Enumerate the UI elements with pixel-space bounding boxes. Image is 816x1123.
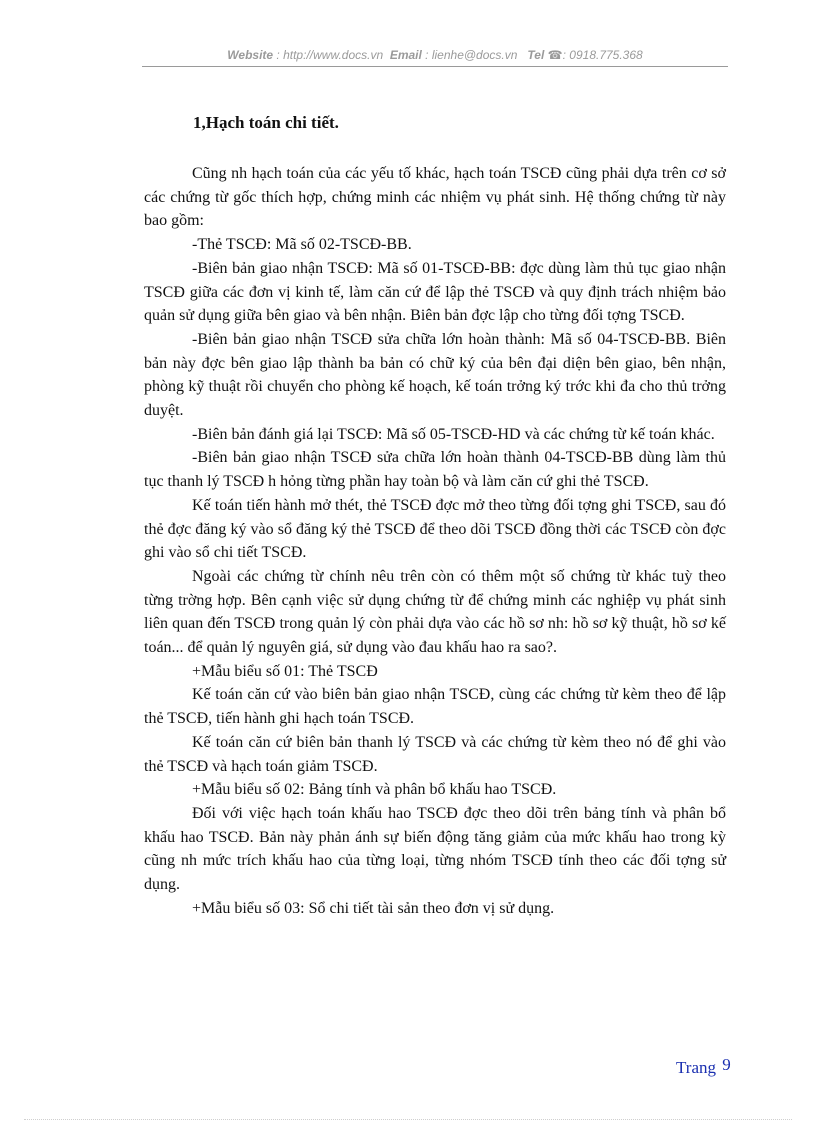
paragraph: -Biên bản đánh giá lại TSCĐ: Mã số 05-TSCĐ-HD và các chứng từ kế toán khác. bbox=[192, 425, 715, 443]
body-text bbox=[144, 162, 726, 921]
email-label: Email bbox=[389, 48, 422, 62]
phone-icon: ☎ bbox=[547, 48, 563, 62]
page-label: Trang bbox=[676, 1058, 716, 1077]
tel-label: Tel bbox=[527, 48, 545, 62]
paragraph: +Mẫu biểu số 02: Bảng tính và phân bổ khấu hao TSCĐ. bbox=[192, 781, 557, 799]
page-footer bbox=[676, 1055, 731, 1078]
paragraph: Kế toán căn cứ biên bản thanh lý TSCĐ và các chứng từ kèm theo nó để ghi vào thẻ TSCĐ và hạch toán giảm TSCĐ. bbox=[144, 733, 726, 775]
website-value: : http://www.docs.vn bbox=[276, 48, 384, 62]
header-rule bbox=[142, 66, 728, 67]
paragraph: +Mẫu biểu số 03: Sổ chi tiết tài sản theo đơn vị sử dụng. bbox=[192, 899, 555, 917]
page-header bbox=[142, 48, 728, 62]
website-label: Website bbox=[227, 48, 274, 62]
paragraph: -Biên bản giao nhận TSCĐ sửa chữa lớn hoàn thành: Mã số 04-TSCĐ-BB. Biên bản này đợc bên giao lập thành ba bản có chữ ký của bên đại diện bên giao, bên nhận, phòng kỹ thuật rồi chuyển cho phòng kế hoạch, kế toán trởng ký trớc khi đa cho thủ trởng duyệt. bbox=[144, 330, 726, 420]
paragraph: -Thẻ TSCĐ: Mã số 02-TSCĐ-BB. bbox=[192, 236, 412, 254]
paragraph: -Biên bản giao nhận TSCĐ: Mã số 01-TSCĐ-BB: đợc dùng làm thủ tục giao nhận TSCĐ giữa các đơn vị kinh tế, làm căn cứ để lập thẻ TSCĐ và quy định trách nhiệm bảo quản sử dụng giữa bên giao và bên nhận. Biên bản đợc lập cho từng đối tợng TSCĐ. bbox=[144, 259, 726, 325]
email-value: : lienhe@docs.vn bbox=[425, 48, 518, 62]
paragraph: +Mẫu biểu số 01: Thẻ TSCĐ bbox=[192, 662, 378, 680]
paragraph: Cũng nh hạch toán của các yếu tố khác, hạch toán TSCĐ cũng phải dựa trên cơ sở các chứng từ gốc thích hợp, chứng minh các nhiệm vụ phát sinh. Hệ thống chứng từ này bao gồm: bbox=[144, 165, 726, 230]
page-number: 9 bbox=[722, 1055, 731, 1074]
section-heading: 1,Hạch toán chi tiết. bbox=[193, 113, 339, 132]
tel-value: : 0918.775.368 bbox=[562, 48, 643, 62]
paragraph: -Biên bản giao nhận TSCĐ sửa chữa lớn hoàn thành 04-TSCĐ-BB dùng làm thủ tục thanh lý TSCĐ h hỏng từng phần hay toàn bộ và làm căn cứ ghi thẻ TSCĐ. bbox=[144, 449, 726, 491]
paragraph: Đối với việc hạch toán khấu hao TSCĐ đợc theo dõi trên bảng tính và phân bổ khấu hao TSCĐ. Bản này phản ánh sự biến động tăng giảm của mức khấu hao trong kỳ cũng nh mức trích khấu hao của từng loại, từng nhóm TSCĐ tính theo các đối tợng sử dụng. bbox=[144, 804, 726, 894]
paragraph: Ngoài các chứng từ chính nêu trên còn có thêm một số chứng từ khác tuỳ theo từng trờng hợp. Bên cạnh việc sử dụng chứng từ để chứng minh các nghiệp vụ phát sinh liên quan đến TSCĐ trong quản lý còn phải dựa vào các hồ sơ nh: hồ sơ kỹ thuật, hồ sơ kế toán... để quản lý nguyên giá, sử dụng vào đau khấu hao ra sao?. bbox=[144, 567, 726, 657]
paragraph: Kế toán tiến hành mở thét, thẻ TSCĐ đợc mở theo từng đối tợng ghi TSCĐ, sau đó thẻ đợc đăng ký vào sổ đăng ký thẻ TSCĐ để theo dõi TSCĐ đồng thời các TSCĐ còn đợc ghi vào sổ chi tiết TSCĐ. bbox=[144, 496, 726, 562]
paragraph: Kế toán căn cứ vào biên bản giao nhận TSCĐ, cùng các chứng từ kèm theo để lập thẻ TSCĐ, tiến hành ghi hạch toán TSCĐ. bbox=[144, 686, 726, 728]
bottom-dotted-rule bbox=[24, 1119, 792, 1120]
